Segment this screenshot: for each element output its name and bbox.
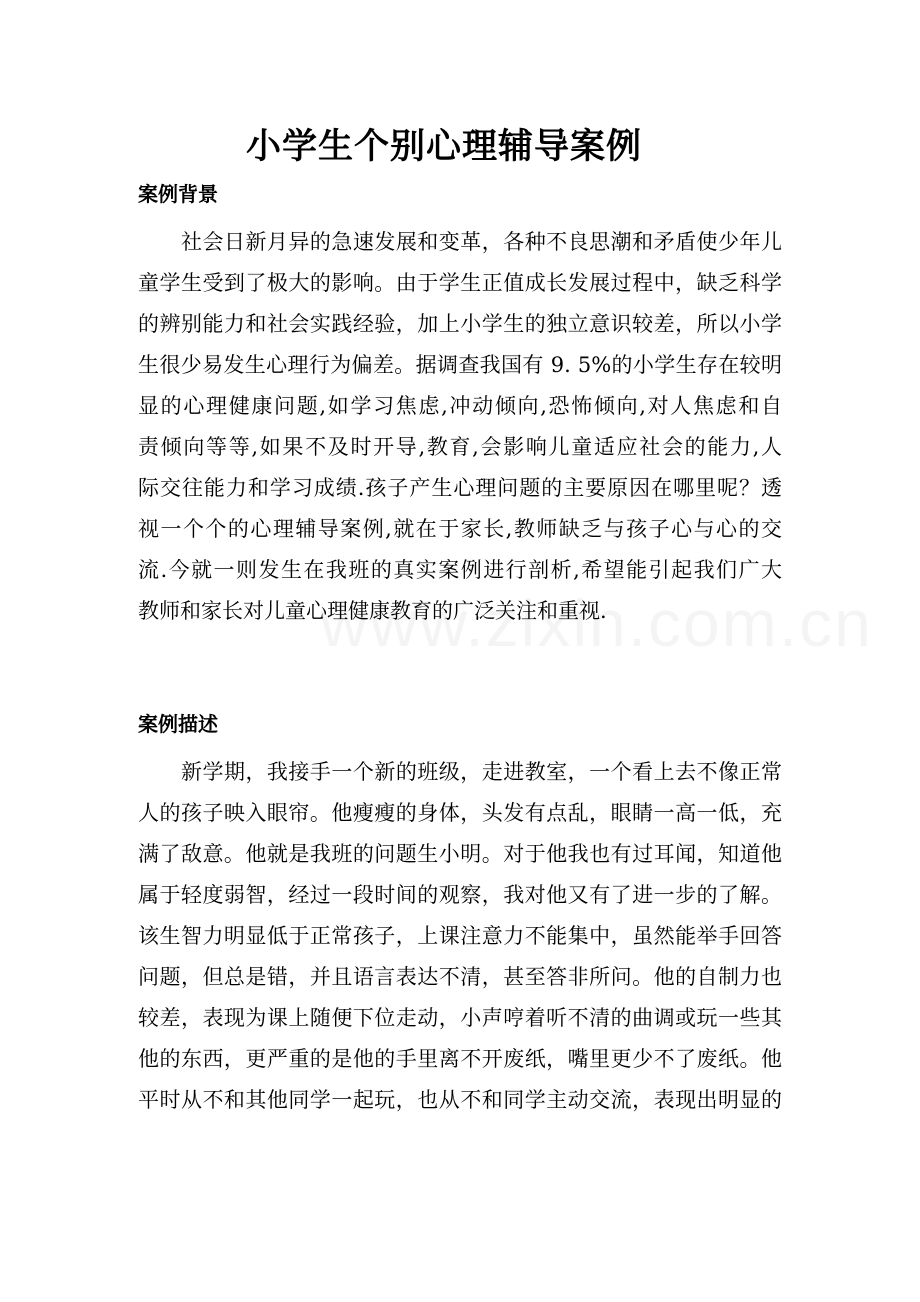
- section-heading-background: 案例背景: [138, 182, 218, 206]
- text-line: 属于轻度弱智，经过一段时间的观察，我对他又有了进一步的了解。: [138, 883, 782, 907]
- text-line: 满了敌意。他就是我班的问题生小明。对于他我也有过耳闻，知道他: [138, 842, 782, 866]
- text-line: 视一个个的心理辅导案例,就在于家长,教师缺乏与孩子心与心的交: [138, 517, 782, 541]
- text-line: 责倾向等等,如果不及时开导,教育,会影响儿童适应社会的能力,人: [138, 435, 782, 459]
- text-line: 新学期，我接手一个新的班级，走进教室，一个看上去不像正常: [181, 760, 782, 784]
- text-line: 社会日新月异的急速发展和变革，各种不良思潮和矛盾使少年儿: [181, 230, 782, 254]
- text-line: 他的东西，更严重的是他的手里离不开废纸，嘴里更少不了废纸。他: [138, 1047, 782, 1071]
- paragraph-background: [138, 222, 782, 632]
- text-line: 显的心理健康问题,如学习焦虑,冲动倾向,恐怖倾向,对人焦虑和自: [138, 394, 782, 418]
- text-line: 问题，但总是错，并且语言表达不清，甚至答非所问。他的自制力也: [138, 965, 782, 989]
- text-line: 该生智力明显低于正常孩子，上课注意力不能集中，虽然能举手回答: [138, 924, 782, 948]
- text-line: 教师和家长对儿童心理健康教育的广泛关注和重视.: [138, 599, 607, 623]
- text-line: 生很少易发生心理行为偏差。据调查我国有 9. 5%的小学生存在较明: [138, 353, 782, 377]
- text-line: 人的孩子映入眼帘。他瘦瘦的身体，头发有点乱，眼睛一高一低，充: [138, 801, 782, 825]
- text-line: 的辨别能力和社会实践经验，加上小学生的独立意识较差，所以小学: [138, 312, 782, 336]
- text-line: 较差，表现为课上随便下位走动，小声哼着听不清的曲调或玩一些其: [138, 1006, 782, 1030]
- text-line: 际交往能力和学习成绩.孩子产生心理问题的主要原因在哪里呢？透: [138, 476, 782, 500]
- text-line: 流.今就一则发生在我班的真实案例进行剖析,希望能引起我们广大: [138, 558, 782, 582]
- text-line: 童学生受到了极大的影响。由于学生正值成长发展过程中，缺乏科学: [138, 271, 782, 295]
- text-line: 平时从不和其他同学一起玩，也从不和同学主动交流，表现出明显的: [138, 1088, 782, 1112]
- document-title: 小学生个别心理辅导案例: [246, 126, 643, 167]
- section-heading-description: 案例描述: [138, 712, 218, 736]
- paragraph-description: [138, 752, 782, 1121]
